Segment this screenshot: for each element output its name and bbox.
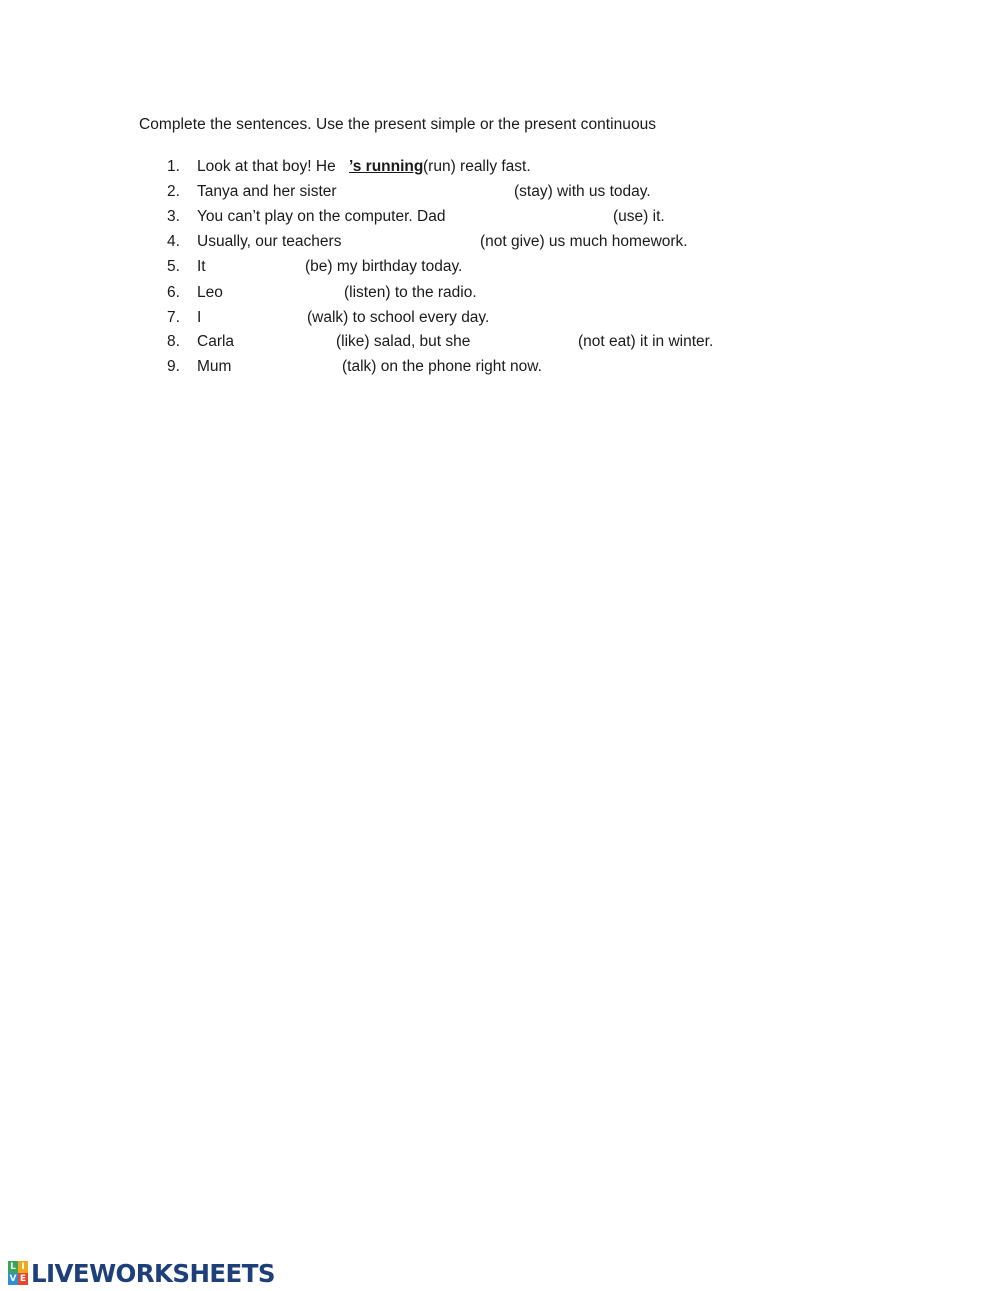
sentence-text: Look at that boy! He [197,158,336,175]
sentence-text: You can’t play on the computer. Dad [197,208,446,225]
logo-mark-icon [8,1261,28,1285]
logo-mark-cell: V [9,1274,17,1284]
logo-mark-cell: E [19,1274,27,1284]
sentence-text: It [197,258,206,275]
logo-text: LIVEWORKSHEETS [31,1258,275,1288]
answer-input[interactable] [470,207,608,227]
sentence-text: (like) salad, but she [336,333,471,350]
answer-input[interactable] [240,332,330,352]
logo-mark-cell: L [8,1261,18,1273]
answer-input[interactable] [230,283,338,303]
sentence-text: Leo [197,284,223,301]
item-number: 1. [167,158,180,175]
item-number: 2. [167,183,180,200]
sentence-text: (be) my birthday today. [305,258,463,275]
sentence-text: Mum [197,358,232,375]
answer-input[interactable] [356,232,474,252]
instruction-text: Complete the sentences. Use the present simple or the present continuous [139,116,657,133]
list-item [0,183,1000,205]
item-number: 8. [167,333,180,350]
answer-input[interactable] [207,308,301,328]
answer-input[interactable] [242,357,336,377]
item-number: 6. [167,284,180,301]
sentence-text: I [197,309,202,326]
list-item [0,358,1000,380]
example-answer: ’s running [349,158,424,175]
sentence-text: (walk) to school every day. [307,309,490,326]
list-item [0,208,1000,230]
liveworksheets-logo [8,1259,280,1287]
item-number: 3. [167,208,180,225]
logo-mark-cell: I [18,1261,28,1273]
sentence-text: Usually, our teachers [197,233,342,250]
answer-input[interactable] [213,257,299,277]
item-number: 9. [167,358,180,375]
sentence-text: (not give) us much homework. [480,233,688,250]
item-number: 4. [167,233,180,250]
answer-input[interactable] [482,332,572,352]
list-item [0,284,1000,306]
item-number: 7. [167,309,180,326]
list-item [0,309,1000,331]
list-item [0,233,1000,255]
sentence-text: Tanya and her sister [197,183,337,200]
answer-input[interactable] [350,182,508,202]
sentence-text: Carla [197,333,235,350]
sentence-text: (talk) on the phone right now. [342,358,542,375]
list-item [0,258,1000,280]
sentence-text: (listen) to the radio. [344,284,477,301]
list-item [0,333,1000,355]
sentence-text: (run) really fast. [423,158,531,175]
sentence-text: (stay) with us today. [514,183,651,200]
sentence-text: (not eat) it in winter. [578,333,714,350]
item-number: 5. [167,258,180,275]
list-item [0,158,1000,180]
sentence-text: (use) it. [613,208,665,225]
